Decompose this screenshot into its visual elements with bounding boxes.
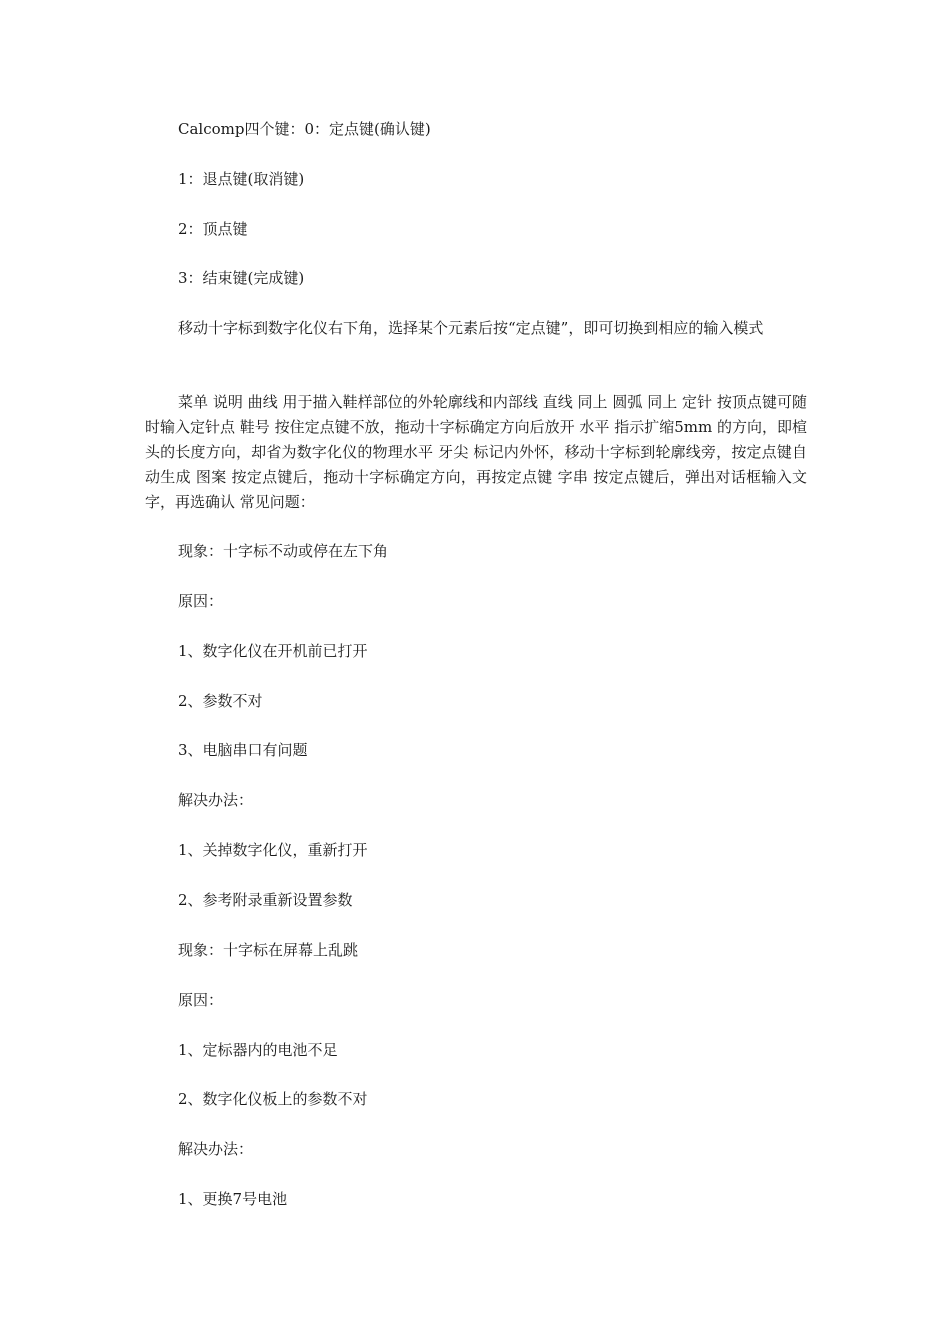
- paragraph-cause-1-1: 1、数字化仪在开机前已打开: [178, 642, 368, 660]
- paragraph-key-1: 1：退点键(取消键): [178, 170, 305, 188]
- paragraph-calcomp-keys: Calcomp四个键：0：定点键(确认键): [178, 120, 431, 138]
- paragraph-symptom-2: 现象：十字标在屏幕上乱跳: [178, 941, 359, 959]
- paragraph-cause-heading-2: 原因：: [178, 991, 224, 1009]
- paragraph-cause-2-1: 1、定标器内的电池不足: [178, 1041, 338, 1059]
- paragraph-cause-2-2: 2、数字化仪板上的参数不对: [178, 1090, 368, 1108]
- paragraph-key-3: 3：结束键(完成键): [178, 269, 305, 287]
- paragraph-solution-1-1: 1、关掉数字化仪，重新打开: [178, 841, 368, 859]
- paragraph-solution-heading-2: 解决办法：: [178, 1140, 254, 1158]
- paragraph-key-2: 2：顶点键: [178, 220, 248, 238]
- paragraph-cause-heading-1: 原因：: [178, 592, 224, 610]
- paragraph-menu-description: 菜单 说明 曲线 用于描入鞋样部位的外轮廓线和内部线 直线 同上 圆弧 同上 定针 按顶点键可随时输入定针点 鞋号 按住定点键不放，拖动十字标确定方向后放开 水平 指示扩缩5mm 的方向，即楦头的长度方向，却省为数字化仪的物理水平 牙尖 标记内外怀，移动十字标到轮廓线旁，按定点键自动生成 图案 按定点键后，拖动十字标确定方向，再按定点键 字串 按定点键后，弹出对话框输入文字，再选确认 常见问题：: [145, 393, 807, 511]
- paragraph-solution-2-1: 1、更换7号电池: [178, 1190, 288, 1208]
- paragraph-move-crosshair: 移动十字标到数字化仪右下角，选择某个元素后按“定点键”，即可切换到相应的输入模式: [178, 319, 764, 337]
- paragraph-cause-1-3: 3、电脑串口有问题: [178, 741, 308, 759]
- paragraph-cause-1-2: 2、参数不对: [178, 692, 263, 710]
- paragraph-solution-1-2: 2、参考附录重新设置参数: [178, 891, 353, 909]
- paragraph-solution-heading-1: 解决办法：: [178, 791, 254, 809]
- paragraph-symptom-1: 现象：十字标不动或停在左下角: [178, 542, 389, 560]
